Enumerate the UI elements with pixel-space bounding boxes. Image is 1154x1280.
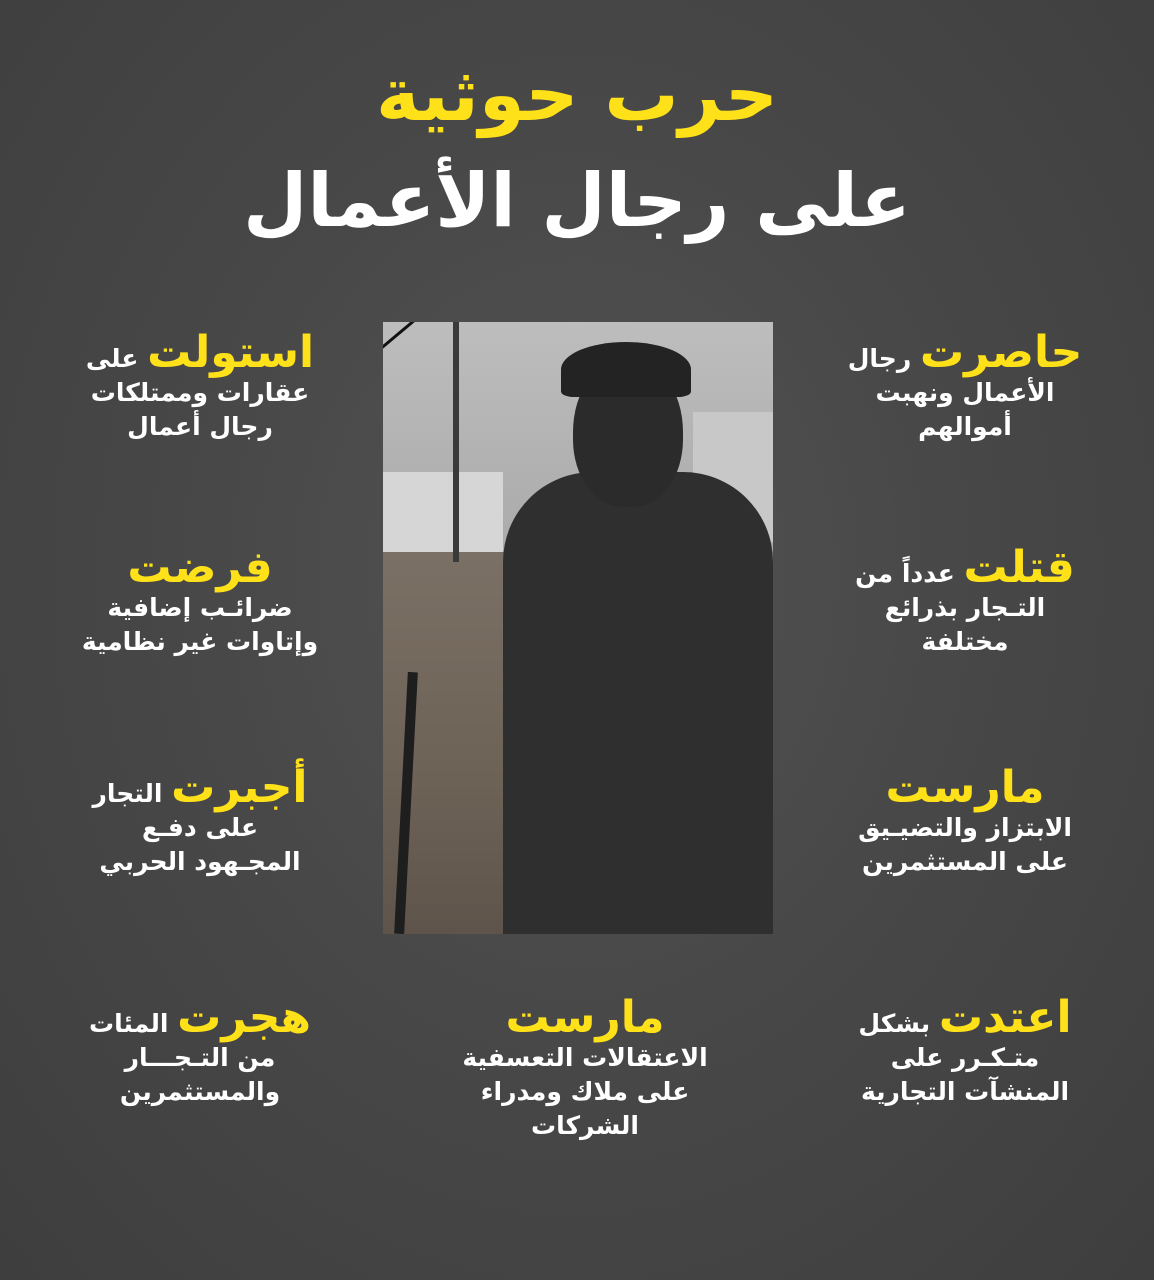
item-line: المجـهود الحربي — [99, 847, 301, 876]
item-8 — [420, 992, 750, 1143]
item-line: الأعمال ونهبت — [875, 378, 1055, 407]
item-first: على — [85, 344, 139, 373]
photo-businessman — [383, 322, 773, 934]
item-line: من التـجـــار — [124, 1043, 276, 1072]
item-line: الابتزاز والتضيـيق — [858, 813, 1072, 842]
photo-banner — [383, 472, 503, 552]
item-keyword: مارست — [505, 992, 665, 1043]
title-line-1: حرب حوثية — [375, 52, 779, 138]
item-line: والمستثمرين — [119, 1077, 281, 1106]
item-3 — [820, 542, 1110, 659]
item-5 — [810, 762, 1120, 879]
item-first: رجال — [847, 344, 912, 373]
item-first: التجار — [92, 779, 163, 808]
item-7 — [820, 992, 1110, 1109]
item-keyword: قتلت — [963, 542, 1075, 593]
item-9 — [50, 992, 350, 1109]
item-keyword: أجبرت — [171, 762, 308, 813]
item-line: التـجار بذرائع — [884, 593, 1046, 622]
item-first: المئات — [89, 1009, 169, 1038]
item-line: على ملاك ومدراء — [480, 1077, 690, 1106]
item-4 — [50, 542, 350, 659]
item-line: أموالهم — [918, 412, 1012, 441]
item-first: عدداً من — [855, 559, 955, 588]
item-line: رجال أعمال — [127, 412, 273, 441]
item-line: المنشآت التجارية — [860, 1077, 1070, 1106]
photo-man-cap — [561, 342, 691, 397]
item-keyword: مارست — [885, 762, 1045, 813]
item-first: بشكل — [858, 1009, 931, 1038]
item-line: متـكـرر على — [890, 1043, 1040, 1072]
item-line: ضرائـب إضافية — [107, 593, 293, 622]
item-keyword: اعتدت — [938, 992, 1072, 1043]
item-2 — [50, 327, 350, 444]
item-1 — [820, 327, 1110, 444]
title-line-2: على رجال الأعمال — [243, 158, 911, 244]
item-line: مختلفة — [921, 627, 1009, 656]
item-line: الاعتقالات التعسفية — [462, 1043, 708, 1072]
item-line: وإتاوات غير نظامية — [81, 627, 319, 656]
item-line: عقارات وممتلكات — [90, 378, 310, 407]
item-keyword: حاصرت — [919, 327, 1083, 378]
item-keyword: هجرت — [177, 992, 311, 1043]
item-keyword: فرضت — [127, 542, 273, 593]
photo-flag-pole — [453, 322, 459, 562]
item-line: على المستثمرين — [861, 847, 1069, 876]
item-keyword: استولت — [147, 327, 315, 378]
photo-man-body — [503, 472, 773, 934]
item-6 — [50, 762, 350, 879]
item-line: الشركات — [531, 1111, 639, 1140]
item-line: على دفـع — [141, 813, 259, 842]
